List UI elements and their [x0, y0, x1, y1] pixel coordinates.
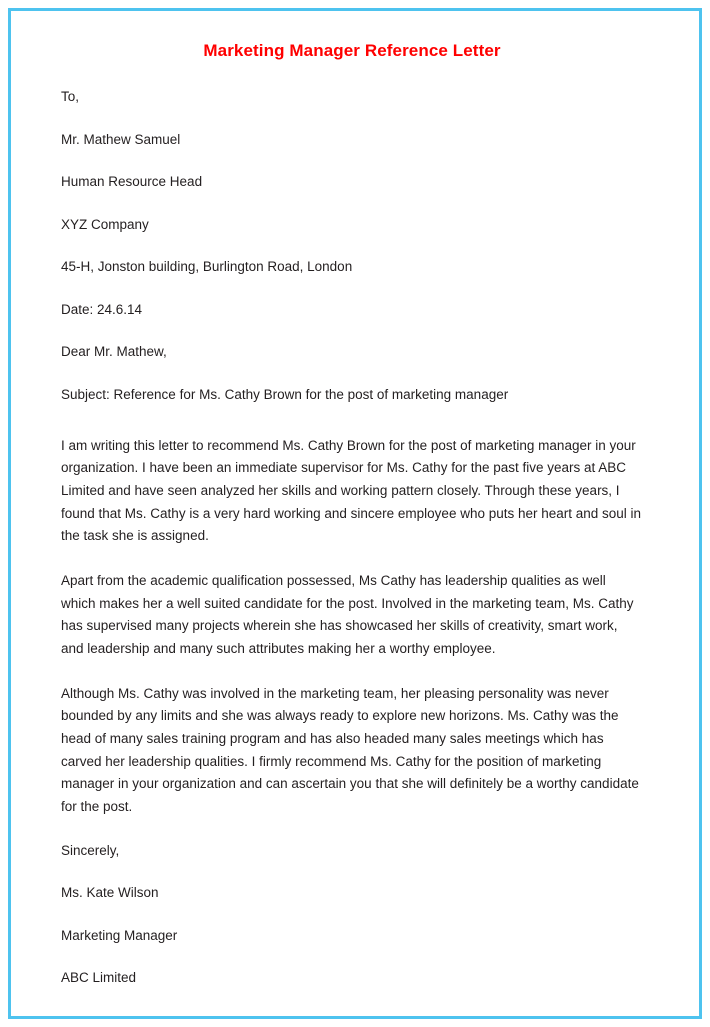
recipient-line-name: Mr. Mathew Samuel	[61, 131, 181, 147]
page-title: Marketing Manager Reference Letter	[203, 41, 501, 60]
body-paragraph-2: Apart from the academic qualification possessed, Ms Cathy has leadership qualities as well which makes her a well suited candidate for the post. Involved in the marketing team, Ms. Cathy has supervised many projects wherein she has showcased her skills of creativity, smart work, and leadership and many such attributes making her a worthy employee.	[61, 572, 634, 656]
signer-company: ABC Limited	[61, 970, 137, 986]
letter-date: Date: 24.6.14	[61, 301, 143, 317]
body-paragraph-1: I am writing this letter to recommend Ms. Cathy Brown for the post of marketing manager in your organization. I have been an immediate supervisor for Ms. Cathy for the past five years at ABC Limited and have seen analyzed her skills and working pattern closely. Through these years, I found that Ms. Cathy is a very hard working and sincere employee who puts her heart and soul in the task she is assigned.	[61, 437, 642, 544]
recipient-line-address: 45-H, Jonston building, Burlington Road, London	[61, 259, 353, 275]
recipient-line-to: To,	[61, 89, 80, 104]
recipient-line-company: XYZ Company	[61, 216, 149, 232]
recipient-line-designation: Human Resource Head	[61, 174, 203, 190]
body-paragraph-3: Although Ms. Cathy was involved in the marketing team, her pleasing personality was never bounded by any limits and she was always ready to explore new horizons. Ms. Cathy was the head of many sales training program and has also headed many sales meetings which has carved her leadership qualities. I firmly recommend Ms. Cathy for the position of marketing manager in your organization and can ascertain you that she will definitely be a worthy candidate for the post.	[61, 685, 639, 814]
signer-designation: Marketing Manager	[61, 927, 178, 943]
letter-sheet	[8, 8, 702, 1019]
closing-sincerely: Sincerely,	[61, 842, 120, 858]
signer-name: Ms. Kate Wilson	[61, 885, 159, 901]
subject-line: Subject: Reference for Ms. Cathy Brown for the post of marketing manager	[61, 386, 509, 402]
salutation: Dear Mr. Mathew,	[61, 344, 167, 360]
